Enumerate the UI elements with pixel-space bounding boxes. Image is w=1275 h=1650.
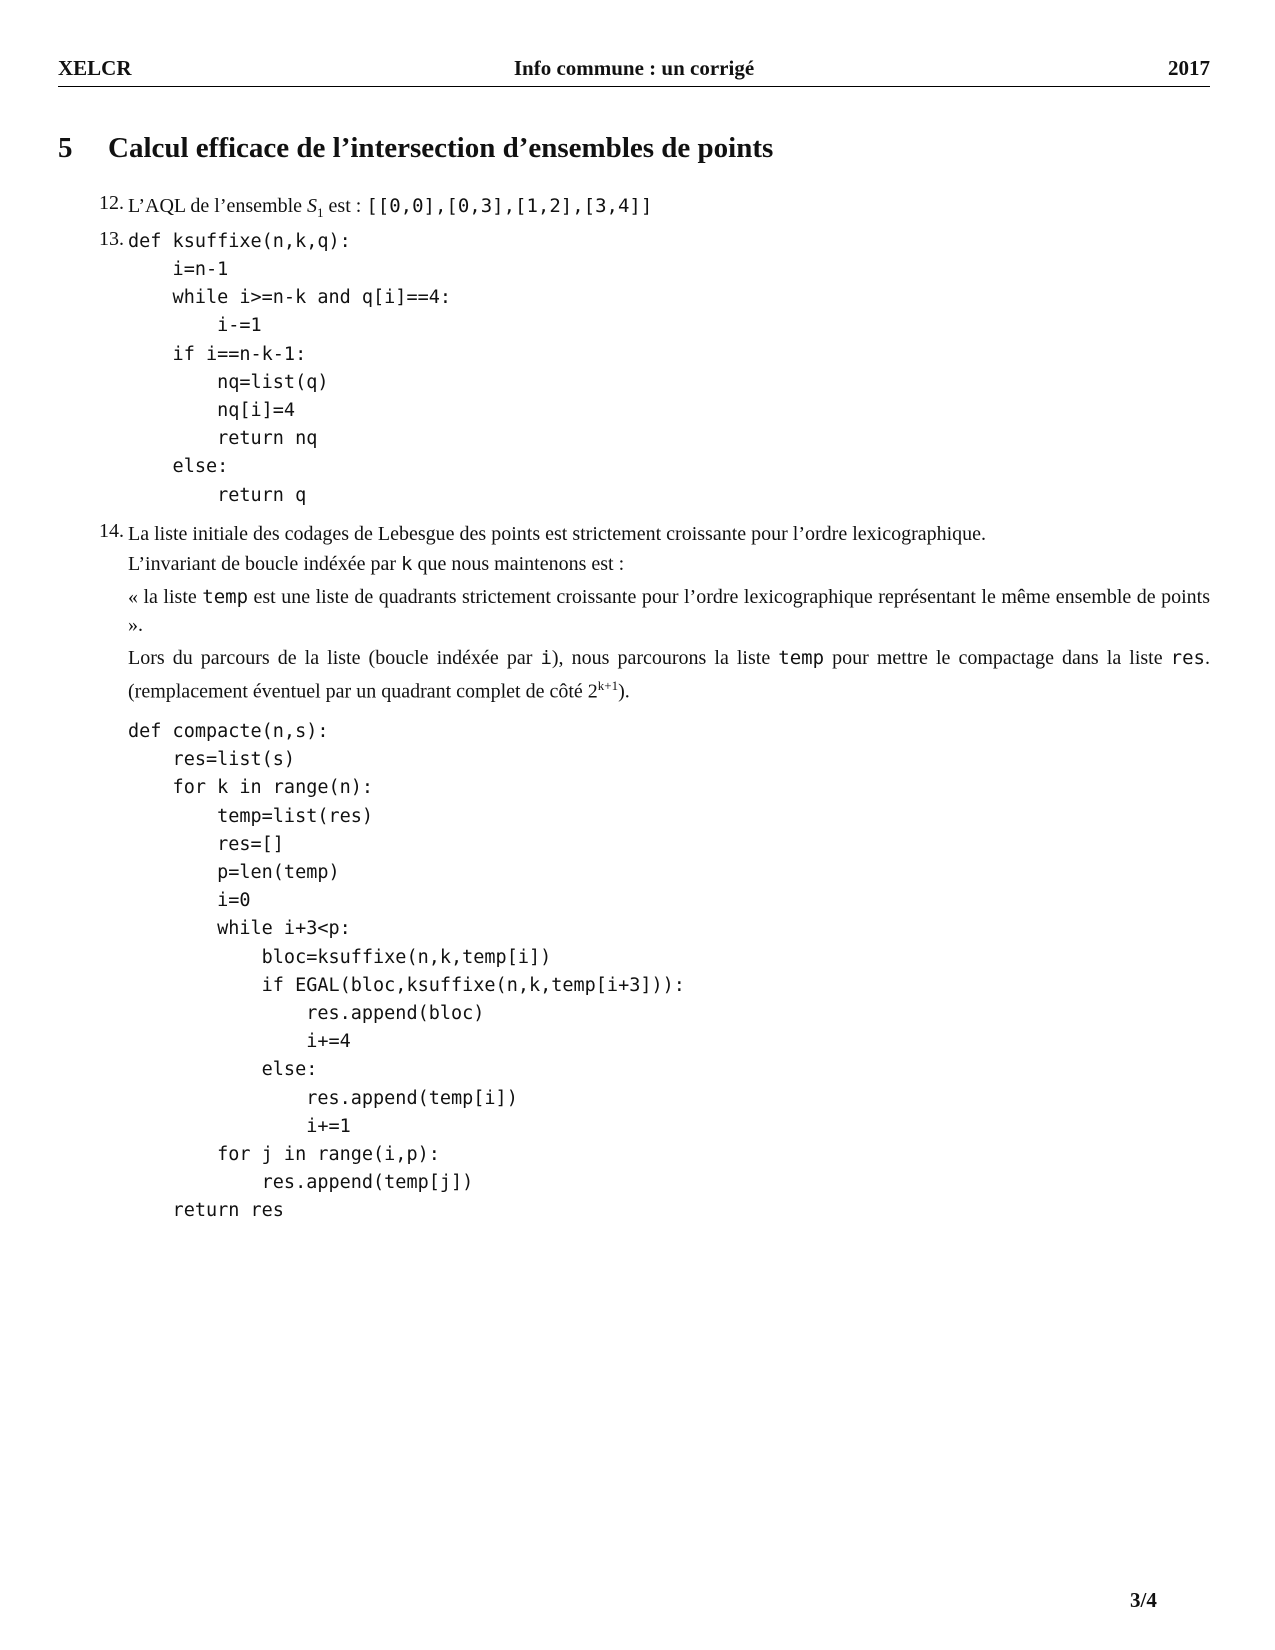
q14-line2 — [128, 550, 1210, 578]
q14-p3-b: ), nous parcourons la liste — [551, 647, 779, 669]
header-right: 2017 — [1168, 56, 1210, 80]
q14-paragraph-3 — [128, 644, 1210, 706]
q12-set-sub: 1 — [317, 205, 324, 220]
q14-line2-code: k — [401, 553, 413, 575]
q14-p3-c: pour mettre le compactage dans la liste — [824, 647, 1171, 669]
q14-p3-e: ). — [618, 680, 630, 703]
q14-p3-code-i: i — [540, 647, 552, 669]
q14-quote-before: « la liste — [128, 586, 203, 608]
section-number: 5 — [58, 132, 73, 164]
q12-number: 12. — [99, 192, 124, 214]
page-number: 3/4 — [1130, 1588, 1157, 1612]
section-title-text: Calcul efficace de l’intersection d’ensembles de points — [108, 132, 774, 164]
q12-text — [128, 192, 652, 227]
q14-line1: La liste initiale des codages de Lebesgue des points est strictement croissante pour l’ordre lexicographique. — [128, 523, 987, 545]
q12-text-before: L’AQL de l’ensemble — [128, 195, 308, 217]
q14-quote-after: est une liste de quadrants strictement croissante pour l’ordre lexicographique représentant le même ensemble de points ». — [128, 586, 1211, 636]
q12-text-after: est : — [323, 195, 367, 217]
header-left: XELCR — [58, 56, 132, 80]
q14-p3-code-temp: temp — [778, 647, 825, 669]
section-title — [58, 132, 773, 165]
page-header — [58, 54, 1210, 87]
q12-code: [[0,0],[0,3],[1,2],[3,4]] — [366, 195, 653, 217]
q14-p3-d: . (remplacement éventuel par un quadrant complet de côté 2 — [128, 647, 1210, 703]
q13-number: 13. — [99, 228, 124, 250]
q14-p3-superscript: k+1 — [597, 678, 619, 693]
q14-p3-code-res: res — [1170, 647, 1205, 669]
q14-invariant-quote — [128, 583, 1210, 639]
q14-quote-code: temp — [202, 586, 249, 608]
q13-code-first-line: def ksuffixe(n,k,q): — [128, 231, 351, 252]
q12-set-name: S — [307, 195, 318, 217]
header-center: Info commune : un corrigé — [513, 56, 755, 80]
q14-line2-before: L’invariant de boucle indéxée par — [128, 553, 402, 575]
q14-p3-a: Lors du parcours de la liste (boucle indéxée par — [128, 647, 541, 669]
q14-code-block: def compacte(n,s): res=list(s) for k in range(n): temp=list(res) res=[] p=len(temp) i=0 while i+3<p: bloc=ksuffixe(n,k,temp[i]) if EGAL(bloc,ksuffixe(n,k,temp[i+3])): res.append(bloc) i+=4 else: res.append(temp[i]) i+=1 for j in range(i,p): res.append(temp[j]) return res — [128, 721, 685, 1222]
q14-number: 14. — [99, 520, 124, 542]
q13-code-body: i=n-1 while i>=n-k and q[i]==4: i-=1 if i==n-k-1: nq=list(q) nq[i]=4 return nq else: return q — [172, 259, 452, 506]
q14-line2-after: que nous maintenons est : — [412, 553, 625, 575]
